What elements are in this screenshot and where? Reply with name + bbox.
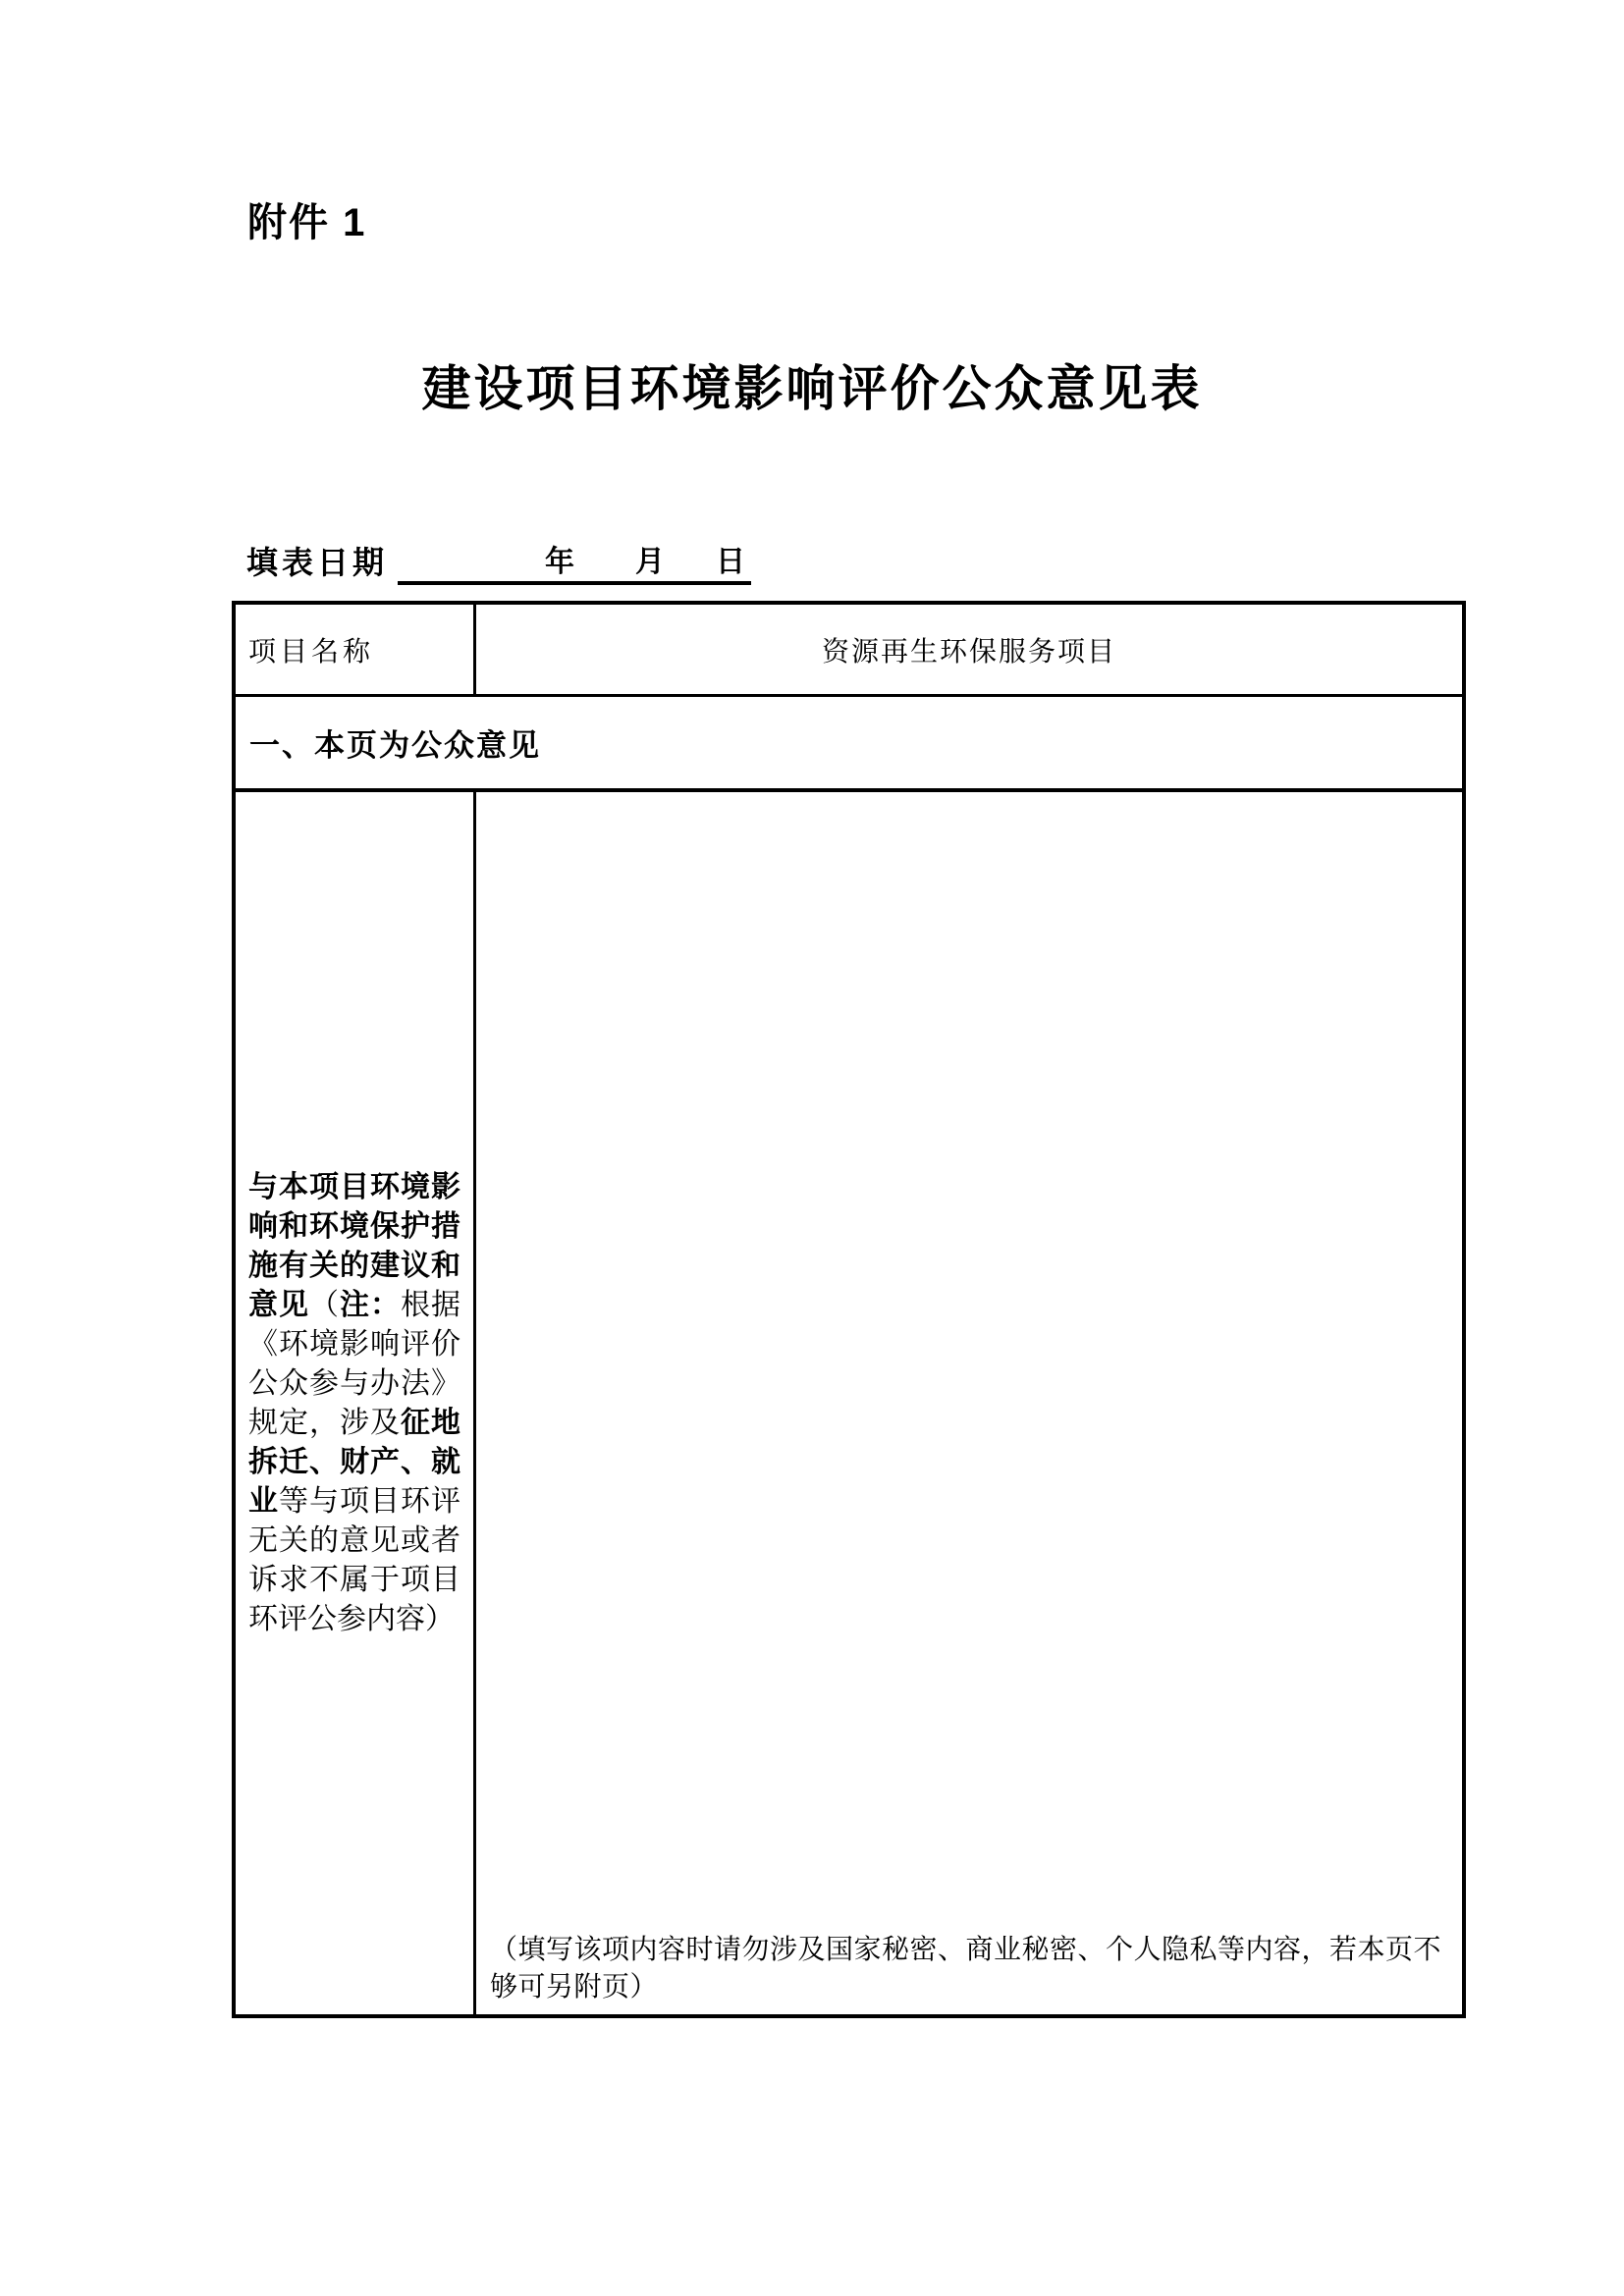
date-label: 填表日期 bbox=[246, 545, 389, 580]
attachment-label: 附件 1 bbox=[247, 201, 367, 244]
month-label: 月 bbox=[635, 546, 666, 578]
date-line bbox=[246, 540, 751, 585]
day-label: 日 bbox=[716, 546, 746, 578]
date-blank-underline bbox=[398, 540, 751, 585]
section-header: 一、本页为公众意见 bbox=[249, 728, 541, 763]
form-table bbox=[232, 601, 1466, 2018]
project-name-row bbox=[236, 605, 1462, 697]
opinion-guidelines-text: 与本项目环境影响和环境保护措施有关的建议和意见（注：根据《环境影响评价公众参与办法》规定，涉及征地拆迁、财产、就业等与项目环评无关的意见或者诉求不属于项目环评公参内容） bbox=[248, 1170, 460, 1635]
opinion-row bbox=[236, 792, 1462, 2014]
project-name-label-cell bbox=[236, 605, 476, 694]
year-label: 年 bbox=[545, 546, 575, 578]
opinion-guidelines-cell bbox=[236, 792, 476, 2014]
opinion-input-area bbox=[476, 792, 1462, 2014]
opinion-note: （填写该项内容时请勿涉及国家秘密、商业秘密、个人隐私等内容，若本页不够可另附页） bbox=[490, 1935, 1442, 2002]
section-header-row bbox=[236, 697, 1462, 792]
project-name-value-cell bbox=[476, 605, 1462, 694]
form-title: 建设项目环境影响评价公众意见表 bbox=[421, 361, 1203, 416]
project-name-value: 资源再生环保服务项目 bbox=[821, 636, 1116, 667]
project-name-label: 项目名称 bbox=[248, 636, 375, 667]
